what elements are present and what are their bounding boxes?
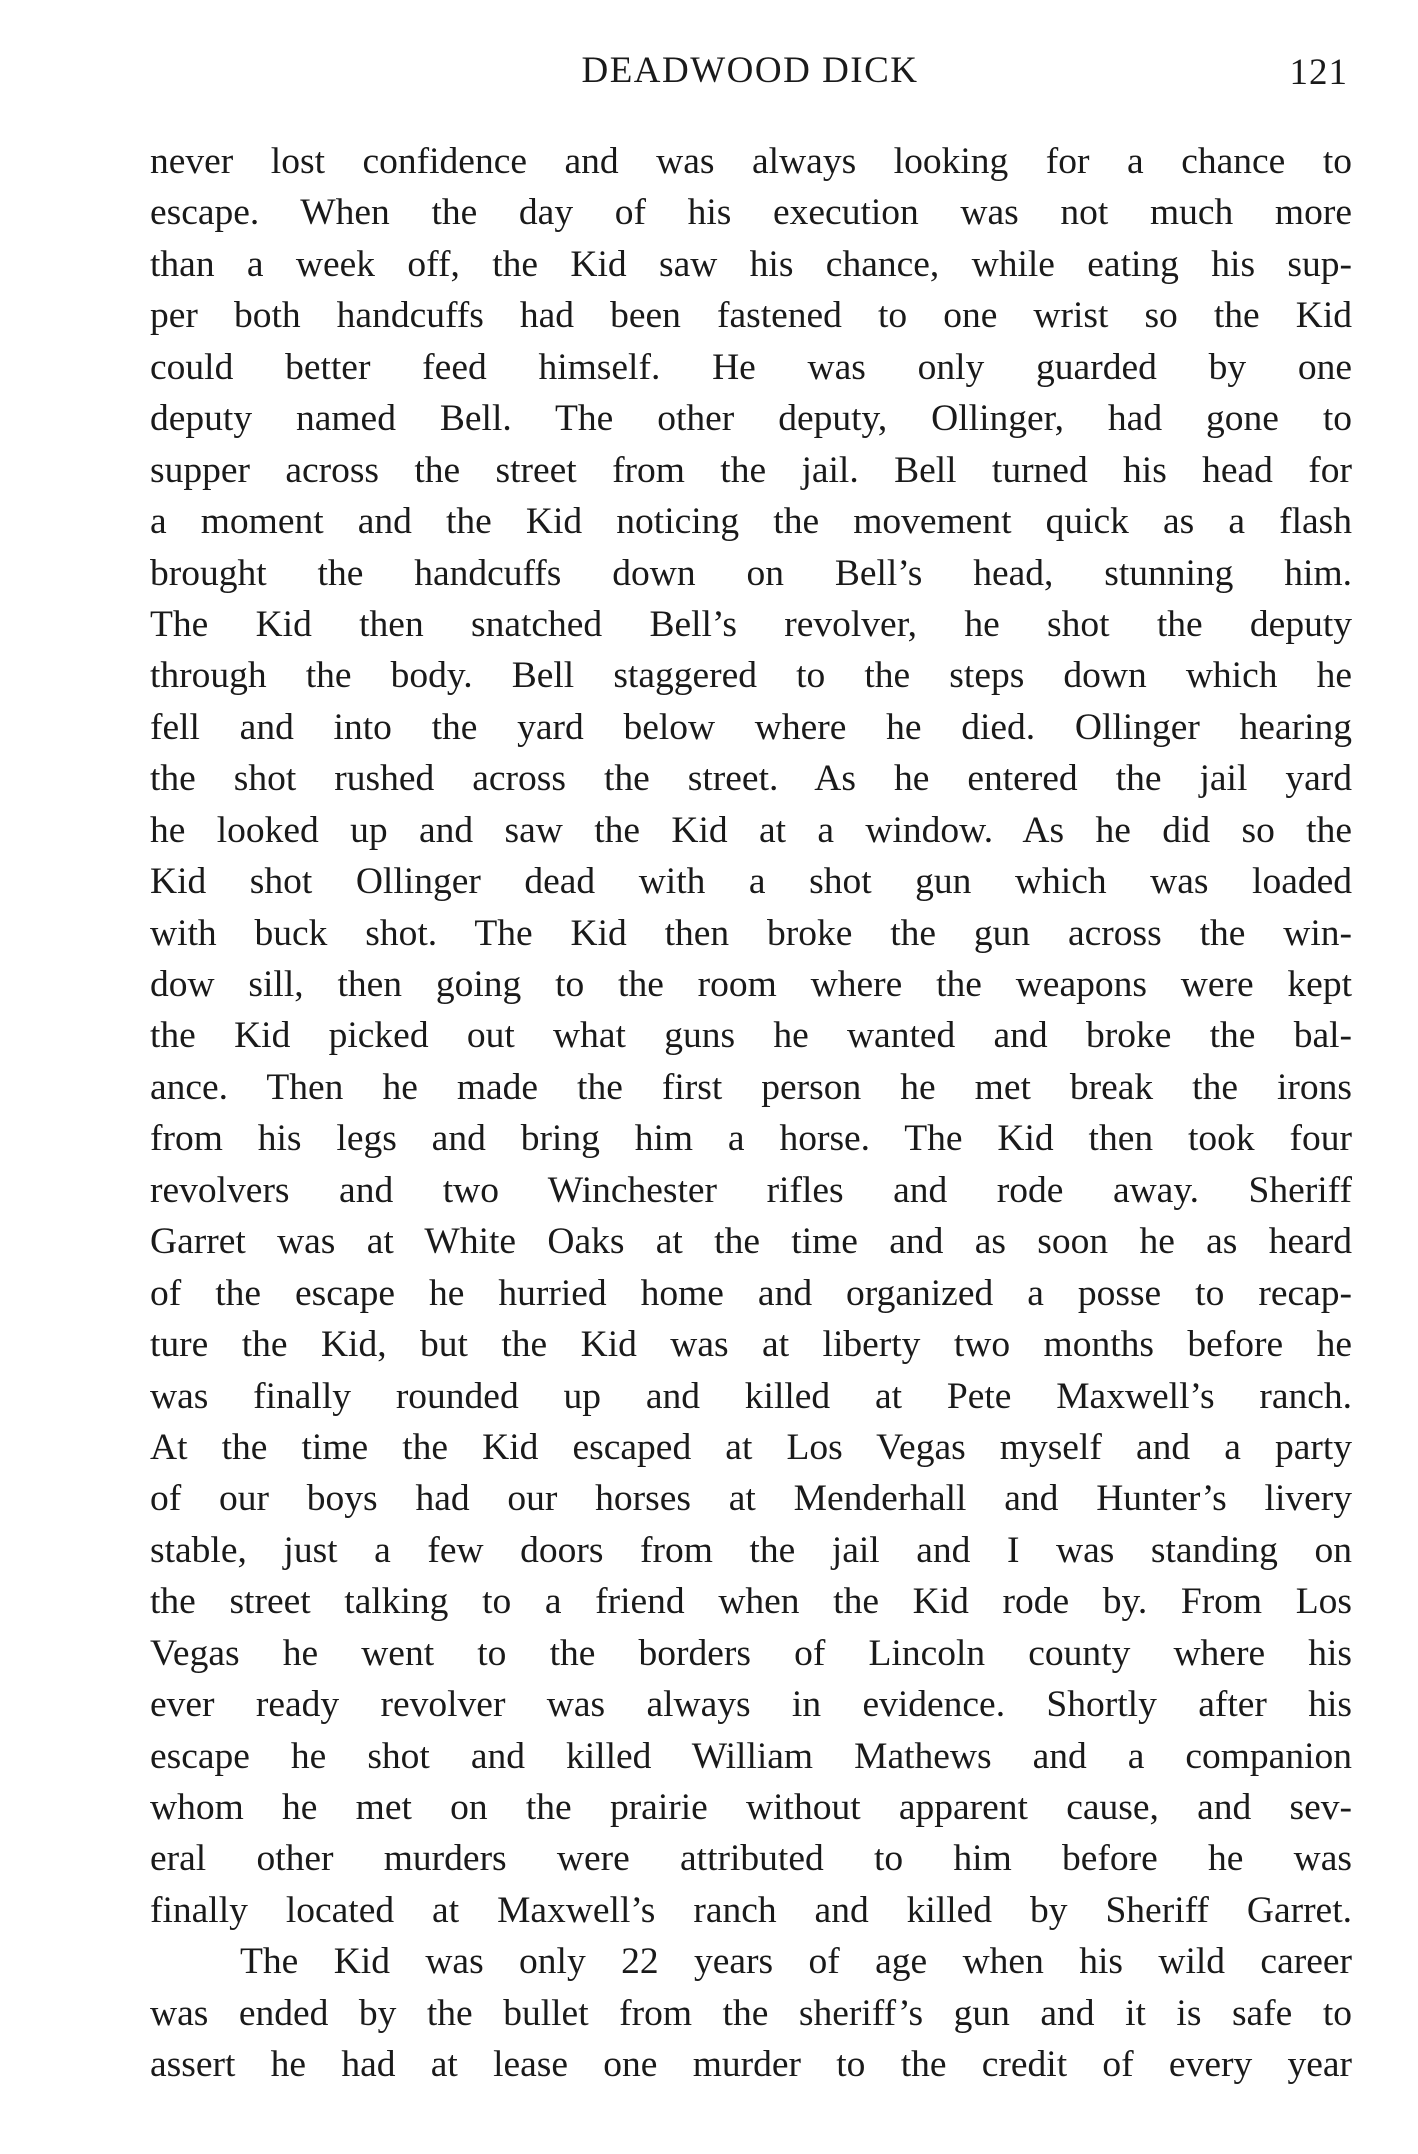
text-line: from his legs and bring him a horse. The Kid then took four	[150, 1118, 1352, 1160]
text-line: was finally rounded up and killed at Pete Maxwell’s ranch.	[150, 1375, 1352, 1417]
text-line: assert he had at lease one murder to the credit of every year	[150, 2044, 1352, 2086]
text-line: of our boys had our horses at Menderhall and Hunter’s livery	[150, 1478, 1352, 1520]
text-line: escape. When the day of his execution was not much more	[150, 192, 1352, 234]
text-line: At the time the Kid escaped at Los Vegas myself and a party	[150, 1426, 1352, 1468]
text-line: escape he shot and killed William Mathews and a companion	[150, 1735, 1352, 1777]
text-line: he looked up and saw the Kid at a window. As he did so the	[150, 809, 1352, 851]
text-line: brought the handcuffs down on Bell’s head, stunning him.	[150, 552, 1352, 594]
text-line: fell and into the yard below where he died. Ollinger hearing	[150, 706, 1352, 748]
text-line: ever ready revolver was always in evidence. Shortly after his	[150, 1684, 1352, 1726]
text-line: of the escape he hurried home and organized a posse to recap-	[150, 1272, 1352, 1314]
text-line: revolvers and two Winchester rifles and rode away. Sheriff	[150, 1169, 1352, 1211]
text-line: per both handcuffs had been fastened to one wrist so the Kid	[150, 295, 1352, 337]
text-line: never lost confidence and was always looking for a chance to	[150, 141, 1352, 182]
text-line: with buck shot. The Kid then broke the gun across the win-	[150, 912, 1352, 954]
text-line: a moment and the Kid noticing the movement quick as a flash	[150, 501, 1352, 543]
text-line: eral other murders were attributed to him before he was	[150, 1838, 1352, 1880]
text-line: supper across the street from the jail. Bell turned his head for	[150, 449, 1352, 491]
text-line: The Kid then snatched Bell’s revolver, he shot the deputy	[150, 603, 1352, 645]
text-line: the street talking to a friend when the Kid rode by. From Los	[150, 1581, 1352, 1623]
text-line: deputy named Bell. The other deputy, Ollinger, had gone to	[150, 398, 1352, 440]
text-line: than a week off, the Kid saw his chance, while eating his sup-	[150, 243, 1352, 285]
text-line: finally located at Maxwell’s ranch and killed by Sheriff Garret.	[150, 1889, 1352, 1931]
text-line: Garret was at White Oaks at the time and as soon he as heard	[150, 1221, 1352, 1263]
page-number: 121	[1289, 52, 1348, 93]
running-title: DEADWOOD DICK	[581, 50, 919, 91]
text-line: dow sill, then going to the room where the weapons were kept	[150, 964, 1352, 1005]
body-text	[150, 136, 1352, 2091]
text-line: could better feed himself. He was only guarded by one	[150, 346, 1352, 388]
text-line: the Kid picked out what guns he wanted and broke the bal-	[150, 1015, 1352, 1057]
text-line: stable, just a few doors from the jail and I was standing on	[150, 1529, 1352, 1571]
text-line: ture the Kid, but the Kid was at liberty two months before he	[150, 1324, 1352, 1366]
text-line: ance. Then he made the first person he met break the irons	[150, 1066, 1352, 1108]
text-line: through the body. Bell staggered to the steps down which he	[150, 655, 1352, 697]
paragraph-start-line: The Kid was only 22 years of age when his wild career	[240, 1941, 1352, 1983]
text-line: the shot rushed across the street. As he entered the jail yard	[150, 758, 1352, 800]
text-line: whom he met on the prairie without apparent cause, and sev-	[150, 1787, 1352, 1828]
text-line: Vegas he went to the borders of Lincoln county where his	[150, 1632, 1352, 1674]
running-head	[150, 46, 1350, 96]
text-line: Kid shot Ollinger dead with a shot gun which was loaded	[150, 861, 1352, 903]
text-line: was ended by the bullet from the sheriff’s gun and it is safe to	[150, 1992, 1352, 2034]
